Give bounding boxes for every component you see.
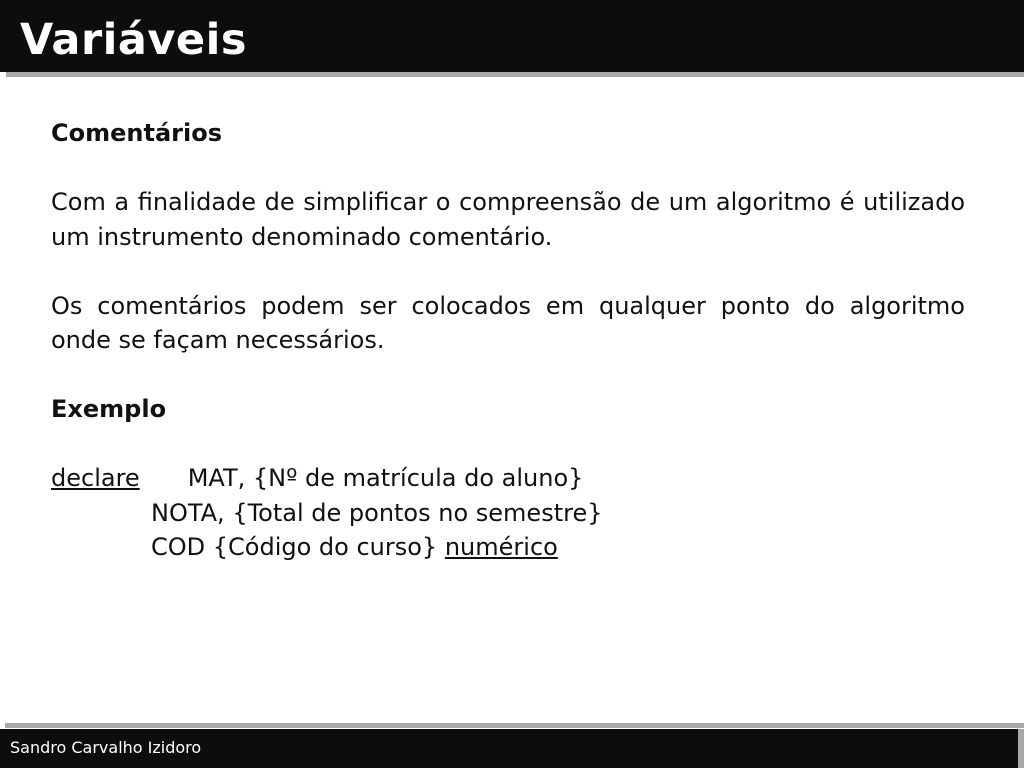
spacer: [51, 427, 965, 462]
paragraph-2: Os comentários podem ser colocados em qualquer ponto do algoritmo onde se façam necessários.: [51, 291, 965, 354]
code-line-1: [51, 461, 965, 496]
title-bar: [0, 0, 1024, 72]
spacer: [51, 151, 965, 186]
paragraph-1: Com a finalidade de simplificar o compreensão de um algoritmo é utilizado um instrumento denominado comentário.: [51, 188, 965, 251]
slide-title: Variáveis: [20, 15, 247, 65]
numerico-keyword: numérico: [444, 533, 558, 561]
section-heading: Comentários: [51, 119, 222, 147]
code-line-2: [51, 496, 965, 531]
declare-keyword: declare: [51, 464, 140, 492]
example-heading: Exemplo: [51, 395, 167, 423]
code-line-3: [51, 530, 965, 565]
code-line-2-text: NOTA, {Total de pontos no semestre}: [151, 498, 603, 527]
code-line-3-text: COD {Código do curso}: [151, 533, 438, 561]
spacer: [51, 254, 965, 289]
title-bar-shadow: [6, 72, 1024, 77]
slide-content: [51, 116, 965, 565]
code-line-1-text: MAT, {Nº de matrícula do aluno}: [187, 464, 584, 492]
footer-shadow: [5, 723, 1024, 728]
spacer: [51, 358, 965, 393]
footer-edge: [1018, 729, 1024, 768]
footer-author: Sandro Carvalho Izidoro: [10, 738, 202, 757]
